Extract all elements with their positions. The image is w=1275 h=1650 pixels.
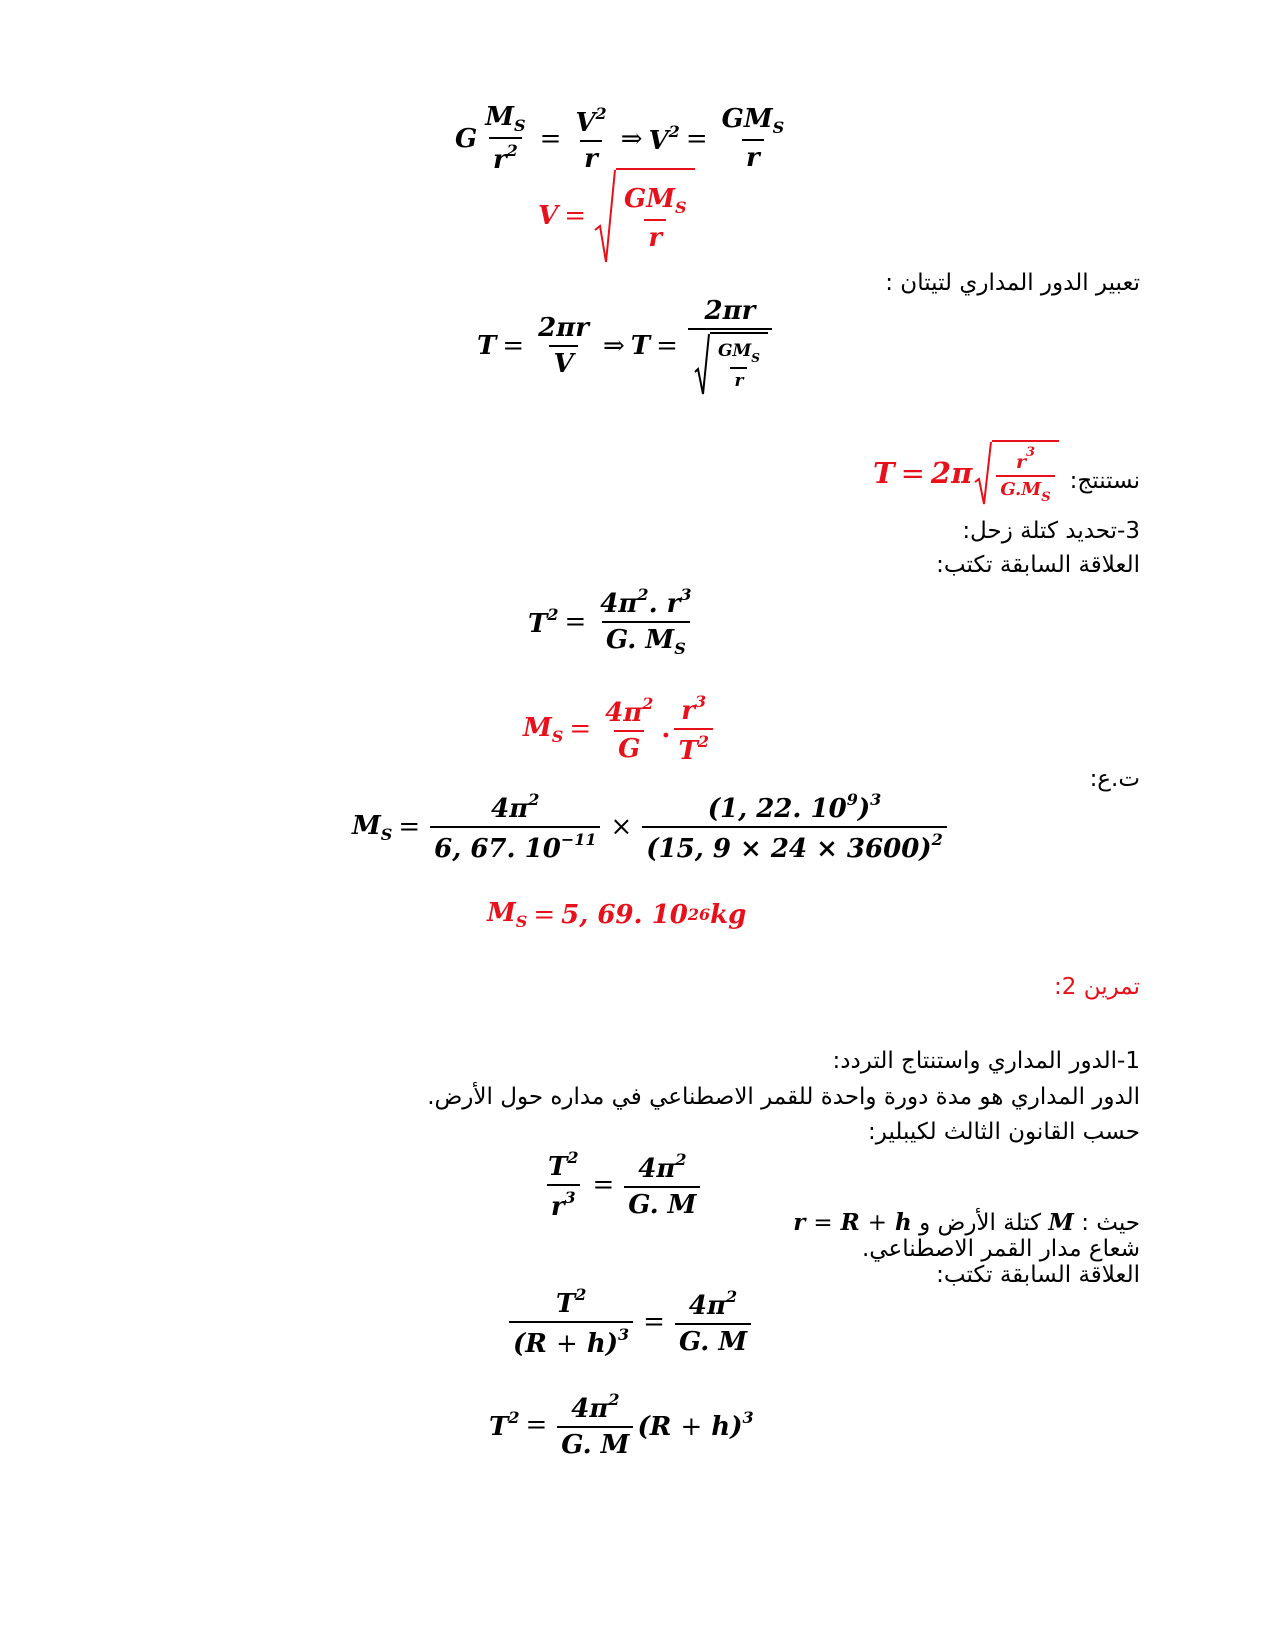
period-seconds-value: (15, 9 × 24 × 3600) (646, 834, 932, 864)
where-part-b: كتلة الأرض و (919, 1210, 1042, 1236)
exercise2-title: تمرين 2: (1054, 974, 1140, 1000)
equation-period-squared: $T^2$ = $\frac{4\pi^2. r^3}{G. M_S}$ (528, 585, 692, 658)
where-part-a: حيث : (1081, 1210, 1140, 1236)
numerical-application-label: ت.ع: (1089, 766, 1140, 792)
conclude-label: نستنتج: (1069, 468, 1140, 494)
equation-mass-numeric: $M_S$ = $\frac{4\pi^2}{6, 67. 10^{-11}}$ × $\frac{(1, 22. 10^9)^3}{(15, 9 \times 24 \times 3600)^2}$ (352, 790, 951, 864)
equation-velocity-result: V = $\frac{GM_S}{r}$ (538, 168, 695, 264)
kepler-law-label: حسب القانون الثالث لكيبلير: (868, 1119, 1140, 1145)
where-definition-line-2: شعاع مدار القمر الاصطناعي. (862, 1236, 1140, 1262)
mass-result-value: 5, 69. 10 (561, 899, 688, 930)
equation-mass-result: $M_S$ = 5, 69. 10 26 kg (487, 898, 747, 931)
exponent-3: 3 (870, 790, 882, 809)
step3-heading: 3-تحديد كتلة زحل: (962, 518, 1140, 544)
mass-result-exponent: 26 (687, 905, 711, 924)
ex2-step1-heading: 1-الدور المداري واستنتاج التردد: (832, 1048, 1140, 1074)
gravitational-constant: 6, 67. 10 (434, 834, 561, 864)
previous-relation-label-2: العلاقة السابقة تكتب: (936, 1262, 1140, 1288)
symbol-M: M (1048, 1209, 1074, 1236)
equation-velocity-derivation: G $\frac{M_S}{r^2}$ = $\frac{V^2}{r}$ ⇒ $V^2$ = $\frac{GM_S}{r}$ (455, 102, 785, 175)
exponent-9: 9 (846, 790, 858, 809)
orbit-radius-value: (1, 22. 10 (707, 794, 847, 824)
equation-period-result: T = 2π $\frac{r^3}{G.M_S}$ (873, 440, 1059, 506)
equation-period-squared-altitude: $T^2$ = $\frac{4\pi^2}{G. M}$ $(R + h)^3$ (489, 1390, 754, 1460)
equation-mass-formula: $M_S$ = $\frac{4\pi^2}{G}$ . $\frac{r^3}{T^2}$ (523, 692, 717, 766)
orbital-period-heading: تعبير الدور المداري لتيتان : (885, 270, 1140, 296)
equation-kepler-with-altitude: $\frac{T^2}{(R + h)^3}$ = $\frac{4\pi^2}{G. M}$ (505, 1285, 755, 1359)
equation-period-derivation: T = $\frac{2\pi r}{V}$ ⇒ T = $\frac{2\pi r}{\frac{GM_S}{r}}$ (477, 296, 776, 396)
previous-relation-label-1: العلاقة السابقة تكتب: (936, 552, 1140, 578)
exponent-minus-11: −11 (560, 830, 597, 849)
period-definition: الدور المداري هو مدة دورة واحدة للقمر الاصطناعي في مداره حول الأرض. (427, 1084, 1140, 1110)
mass-unit: kg (710, 899, 747, 930)
equation-kepler-third-law: $\frac{T^2}{r^3}$ = $\frac{4\pi^2}{G. M}$ (540, 1148, 704, 1222)
symbol-r-equals-R-plus-h: r = R + h (793, 1209, 912, 1236)
